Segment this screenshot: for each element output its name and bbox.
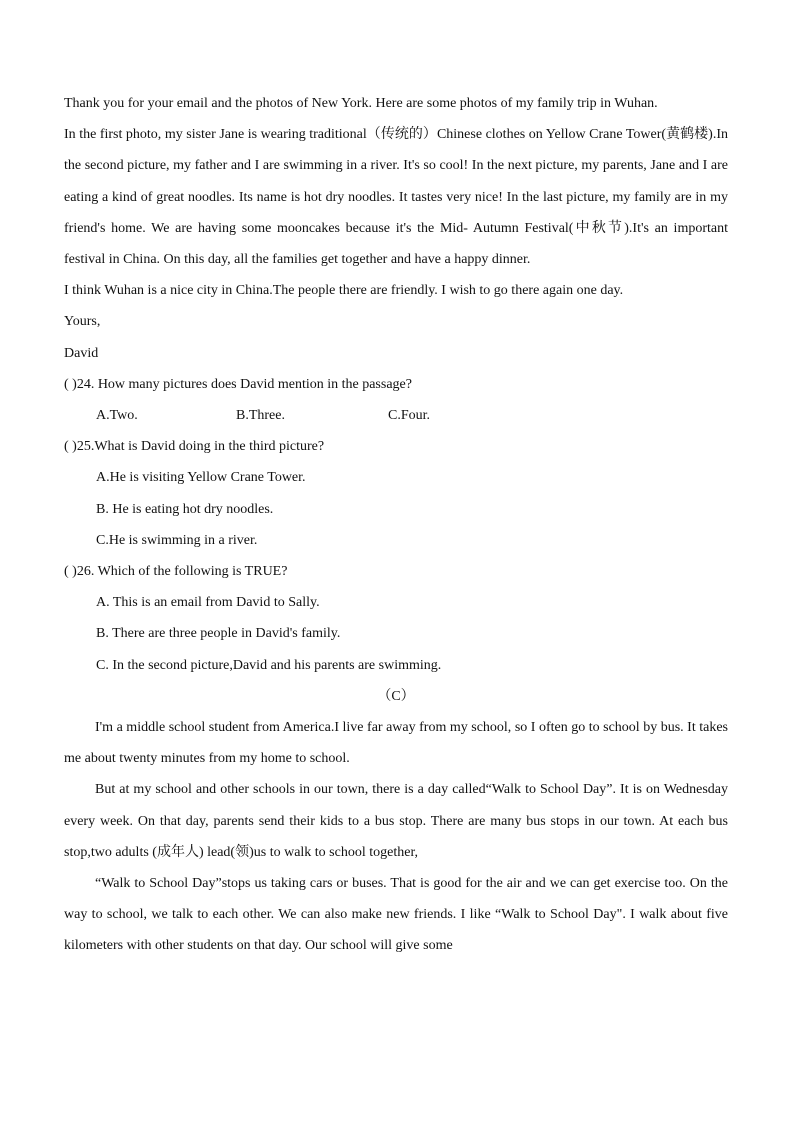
passage-c-paragraph-3: “Walk to School Day”stops us taking cars or buses. That is good for the air and we can get exercise too. On the way to school, we talk to each other. We can also make new friends. I like “Walk to School Day". I walk about five kilometers with other students on that day. Our school will give some [64,876,728,954]
question-stem: ( )24. How many pictures does David mention in the passage? [64,376,412,392]
option-a: A.He is visiting Yellow Crane Tower. [96,470,306,486]
option-b: B. There are three people in David's family. [96,626,341,642]
passage-b-paragraph-1: Thank you for your email and the photos of New York. Here are some photos of my family trip in Wuhan. [64,96,658,111]
section-heading-c: （C） [377,688,415,704]
question-stem: ( )26. Which of the following is TRUE? [64,564,288,580]
option-a: A.Two. [96,408,138,424]
passage-c-paragraph-2: But at my school and other schools in our town, there is a day called“Walk to School Day”. It is on Wednesday every week. On that day, parents send their kids to a bus stop. There are many bus stops in our town. At each bus stop,two adults (成年人) lead(领)us to walk to school together, [64,782,728,860]
question-24 [64,369,728,431]
passage-b-paragraph-2: In the first photo, my sister Jane is wearing traditional（传统的）Chinese clothes on Yellow Crane Tower(黄鹤楼).In the second picture, my father and I are swimming in a river. It's so cool! In the next picture, my parents, Jane and I are eating a kind of great noodles. Its name is hot dry noodles. It tastes very nice! In the last picture, my family are in my friend's home. We are having some mooncakes because it's the Mid- Autumn Festival(中秋节).It's an important festival in China. On this day, all the families get together and have a happy dinner. [64,127,728,268]
option-c: C.He is swimming in a river. [96,532,258,548]
option-b: B. He is eating hot dry noodles. [96,501,274,517]
question-stem: ( )25.What is David doing in the third picture? [64,439,325,455]
passage-c-paragraph-1: I'm a middle school student from America.I live far away from my school, so I often go to school by bus. It takes me about twenty minutes from my home to school. [64,720,728,767]
letter-closing: Yours, [64,314,101,330]
question-26 [64,556,728,681]
letter-signature: David [64,345,99,361]
option-c: C. In the second picture,David and his parents are swimming. [96,657,442,673]
option-b: B.Three. [236,408,285,424]
answer-options [64,400,728,431]
passage-b-paragraph-3: I think Wuhan is a nice city in China.The people there are friendly. I wish to go there again one day. [64,283,624,299]
question-25 [64,431,728,556]
option-a: A. This is an email from David to Sally. [96,595,320,611]
document-content [64,88,728,962]
option-c: C.Four. [388,408,431,424]
